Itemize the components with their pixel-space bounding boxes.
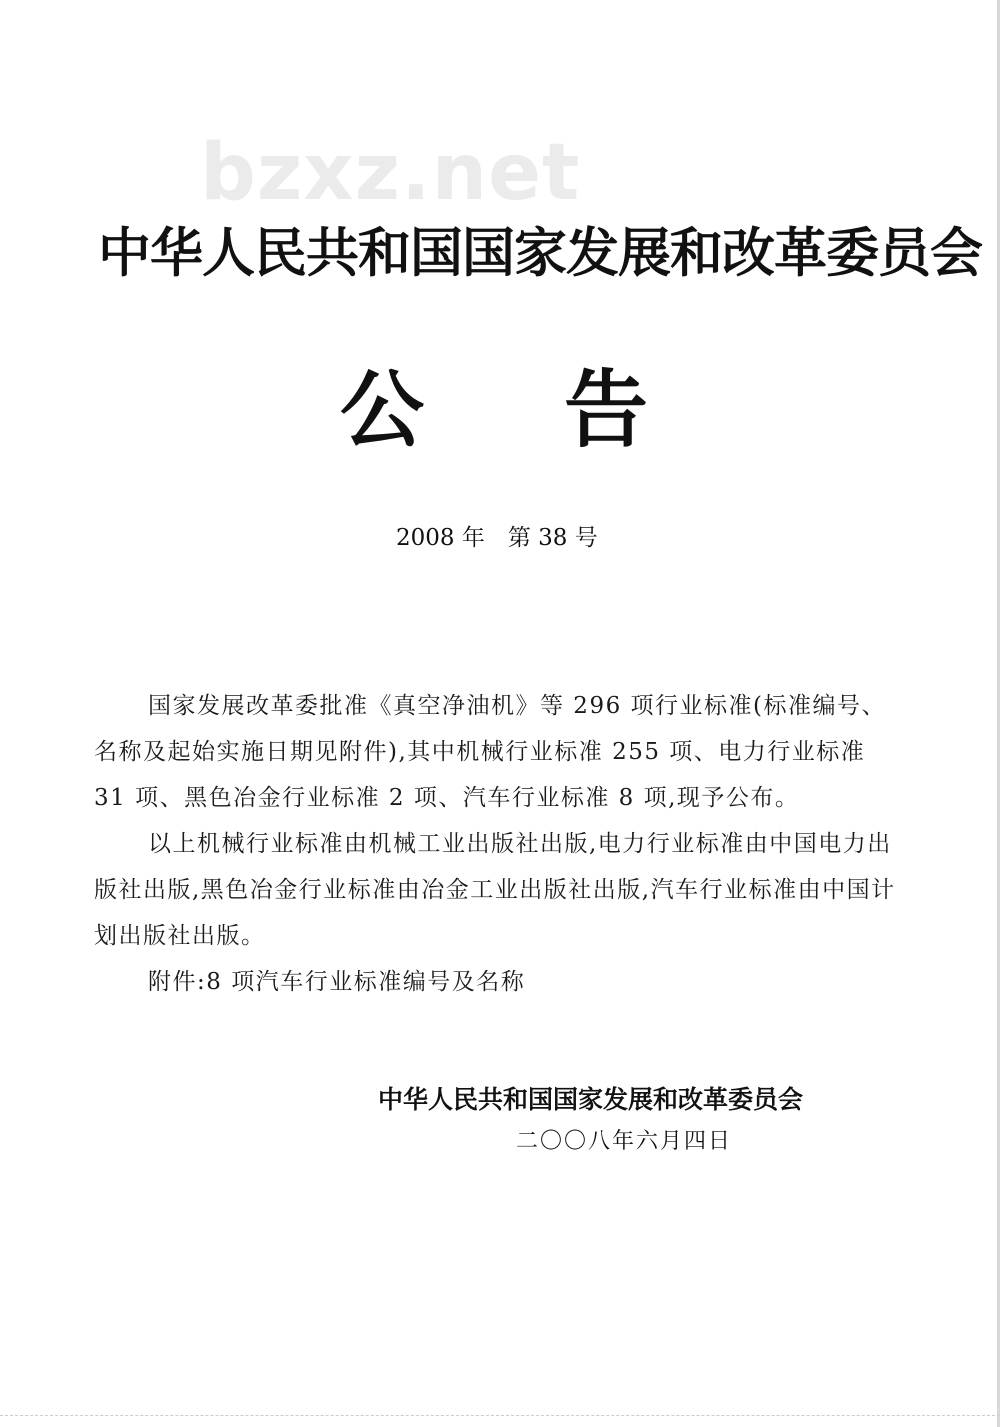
notice-body [94, 683, 904, 1005]
signature-date: 二〇〇八年六月四日 [516, 1129, 733, 1154]
body-paragraph-approval: 国家发展改革委批准《真空净油机》等 296 项行业标准(标准编号、名称及起始实施日期见附件),其中机械行业标准 255 项、电力行业标准 31 项、黑色冶金行业标准 2 项、汽车行业标准 8 项,现予公布。 [94, 693, 886, 811]
notice-title: 公告 [340, 361, 789, 459]
page-edge-bottom [0, 1415, 1000, 1417]
signature-organization: 中华人民共和国国家发展和改革委员会 [378, 1085, 804, 1114]
watermark: bzxz.net [200, 128, 581, 218]
body-paragraph-attachment: 附件:8 项汽车行业标准编号及名称 [148, 969, 526, 995]
issuing-organization-title: 中华人民共和国国家发展和改革委员会 [98, 223, 982, 284]
body-paragraph-publishers: 以上机械行业标准由机械工业出版社出版,电力行业标准由中国电力出版社出版,黑色冶金行业标准由冶金工业出版社出版,汽车行业标准由中国计划出版社出版。 [94, 831, 896, 949]
document-number: 2008 年 第 38 号 [396, 525, 598, 551]
